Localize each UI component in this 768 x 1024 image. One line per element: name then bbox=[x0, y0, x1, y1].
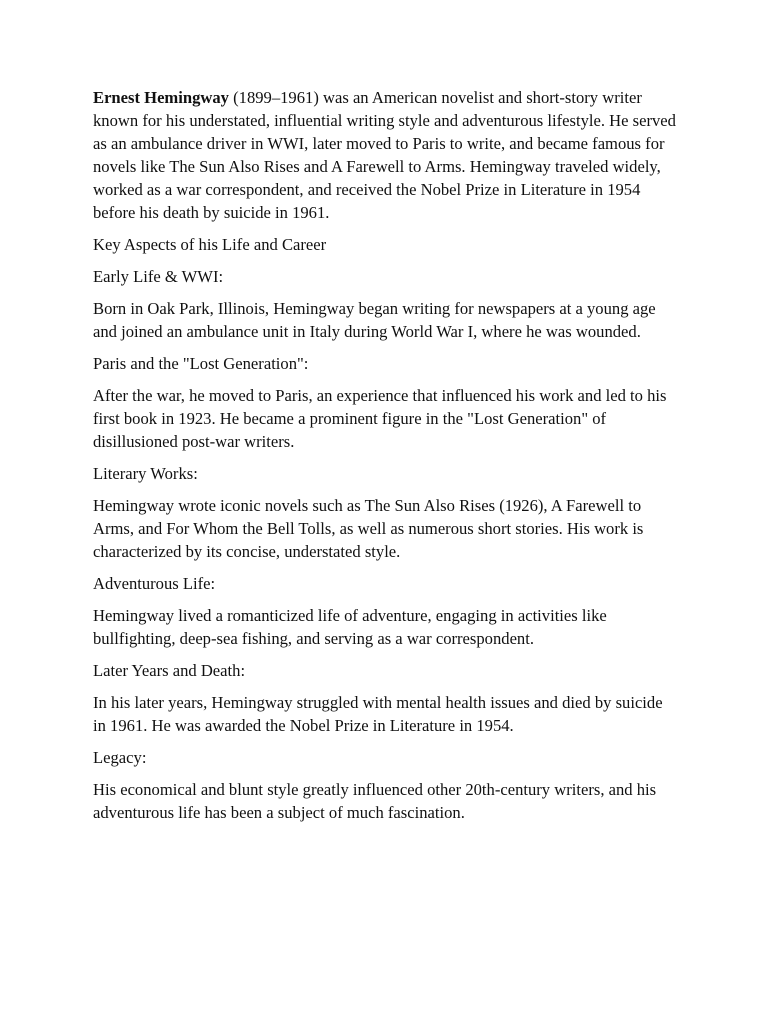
section-body: His economical and blunt style greatly influenced other 20th-century writers, and his adventurous life has been a subject of much fascination. bbox=[93, 780, 657, 822]
section-title: Key Aspects of his Life and Career bbox=[93, 235, 327, 254]
intro-text: (1899–1961) was an American novelist and short-story writer known for his understated, influential writing style and adventurous lifestyle. He served as an ambulance driver in WWI, later moved to Paris to write, and became famous for novels like The Sun Also Rises and A Farewell to Arms. Hemingway traveled widely, worked as a war correspondent, and received the Nobel Prize in Literature in 1954 before his death by suicide in 1961. bbox=[93, 88, 676, 222]
section-heading: Legacy: bbox=[93, 748, 147, 767]
section-heading: Later Years and Death: bbox=[93, 661, 246, 680]
section-body: Hemingway lived a romanticized life of adventure, engaging in activities like bullfighting, deep-sea fishing, and serving as a war correspondent. bbox=[93, 606, 607, 648]
document-page bbox=[93, 86, 677, 833]
section-heading: Adventurous Life: bbox=[93, 574, 216, 593]
section-heading: Early Life & WWI: bbox=[93, 267, 224, 286]
section-body: Hemingway wrote iconic novels such as The Sun Also Rises (1926), A Farewell to Arms, and For Whom the Bell Tolls, as well as numerous short stories. His work is characterized by its concise, understated style. bbox=[93, 496, 644, 561]
section-heading: Paris and the "Lost Generation": bbox=[93, 354, 309, 373]
section-body: Born in Oak Park, Illinois, Hemingway began writing for newspapers at a young age and joined an ambulance unit in Italy during World War I, where he was wounded. bbox=[93, 299, 656, 341]
section-heading: Literary Works: bbox=[93, 464, 198, 483]
subject-name: Ernest Hemingway bbox=[93, 88, 229, 107]
section-body: After the war, he moved to Paris, an experience that influenced his work and led to his first book in 1923. He became a prominent figure in the "Lost Generation" of disillusioned post-war writers. bbox=[93, 386, 667, 451]
intro-paragraph bbox=[93, 86, 677, 224]
section-body: In his later years, Hemingway struggled with mental health issues and died by suicide in 1961. He was awarded the Nobel Prize in Literature in 1954. bbox=[93, 693, 663, 735]
